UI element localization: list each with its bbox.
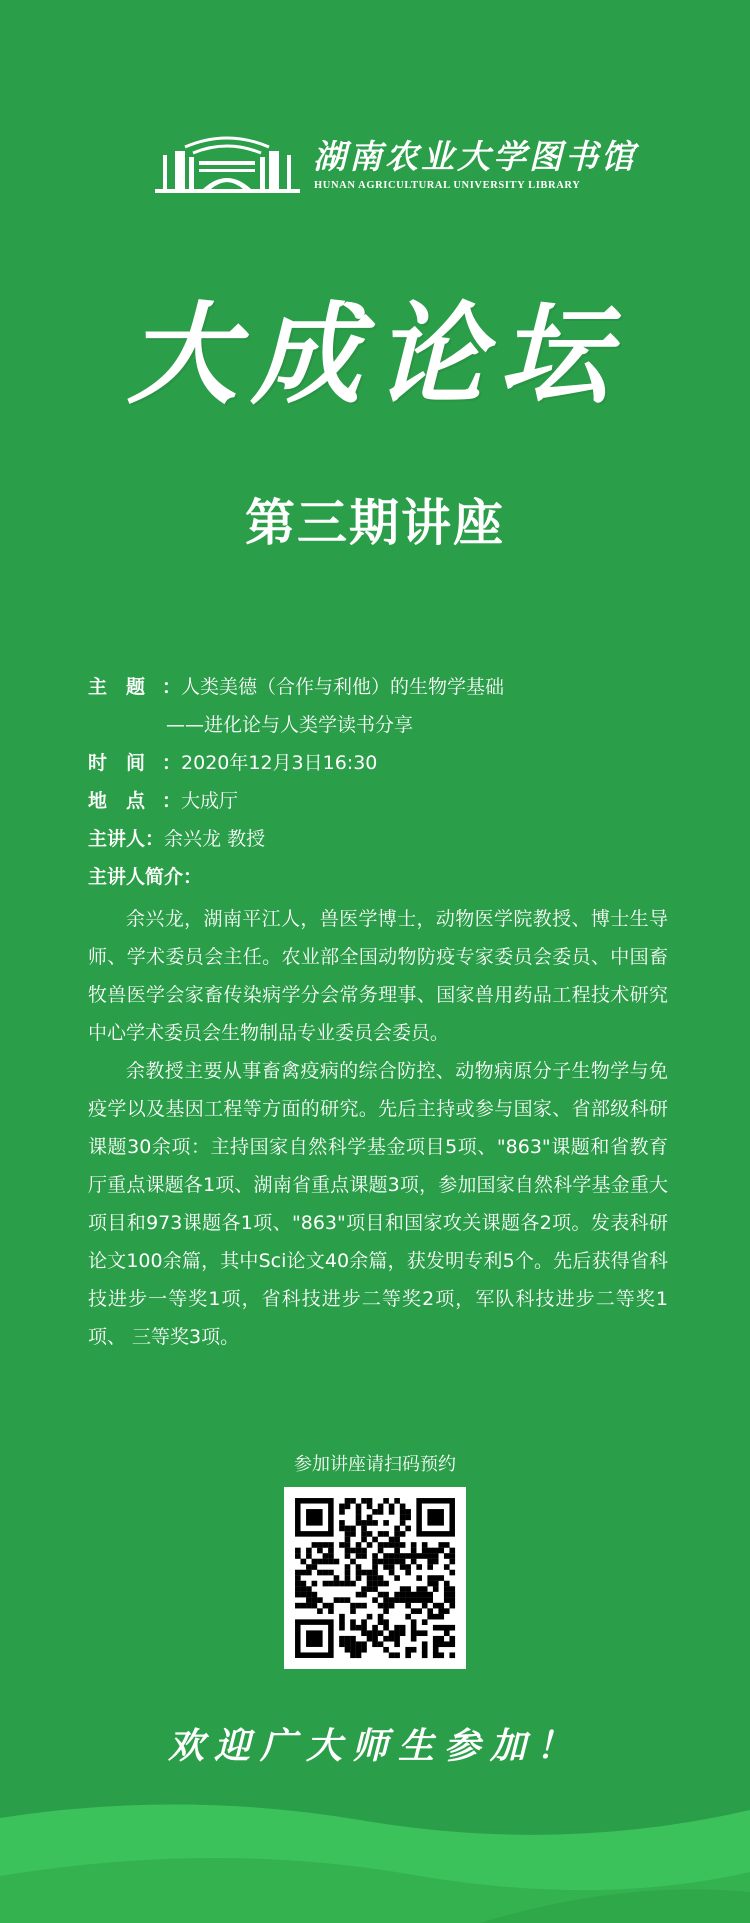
topic-row [88,668,668,706]
speaker-bio [88,900,668,1356]
qr-caption: 参加讲座请扫码预约 [294,1454,456,1475]
session-title: 第三期讲座 [245,493,505,552]
time-label: 时 间 [88,752,146,774]
place-label: 地 点 [88,790,146,812]
place-row [88,782,668,820]
separator: ： [162,676,182,698]
time-row [88,744,668,782]
time-value: 2020年12月3日16:30 [181,752,378,774]
qr-code-icon[interactable] [284,1487,466,1669]
separator: ： [162,752,182,774]
speaker-value: 余兴龙 教授 [164,828,266,850]
bio-paragraph: 余教授主要从事畜禽疫病的综合防控、动物病原分子生物学与免疫学以及基因工程等方面的研究。先后主持或参与国家、省部级科研课题30余项：主持国家自然科学基金项目5项、"863"课题和省教育厅重点课题各1项、湖南省重点课题3项，参加国家自然科学基金重大项目和973课题各1项、"863"项目和国家攻关课题各2项。发表科研论文100余篇，其中Sci论文40余篇，获发明专利5个。先后获得省科技进步一等奖1项，省科技进步二等奖2项，军队科技进步二等奖1项、 三等奖3项。 [88,1060,668,1348]
bio-paragraph: 余兴龙，湖南平江人，兽医学博士，动物医学院教授、博士生导师、学术委员会主任。农业部全国动物防疫专家委员会委员、中国畜牧兽医学会家畜传染病学分会常务理事、国家兽用药品工程技术研究中心学术委员会生物制品专业委员会委员。 [88,908,668,1044]
lecture-info [88,668,668,1356]
separator: ： [162,790,182,812]
topic-value: 人类美德（合作与利他）的生物学基础 [181,676,505,698]
library-name-cn: 湖南农业大学图书馆 [313,137,637,176]
bio-label: 主讲人简介： [88,866,203,888]
topic-subtitle: ——进化论与人类学读书分享 [166,714,414,736]
welcome-slogan: 欢迎广大师生参加！ [167,1725,582,1767]
library-name-en: HUNAN AGRICULTURAL UNIVERSITY LIBRARY [314,180,581,191]
speaker-label: 主讲人 [88,828,146,850]
bio-row [88,858,668,896]
green-hills-decoration [0,1780,750,1923]
separator: ： [145,828,165,850]
library-building-icon [155,125,300,197]
place-value: 大成厅 [181,790,239,812]
speaker-row [88,820,668,858]
forum-title: 大成论坛 [127,290,623,419]
library-logo [155,125,637,200]
topic-label: 主 题 [88,676,146,698]
